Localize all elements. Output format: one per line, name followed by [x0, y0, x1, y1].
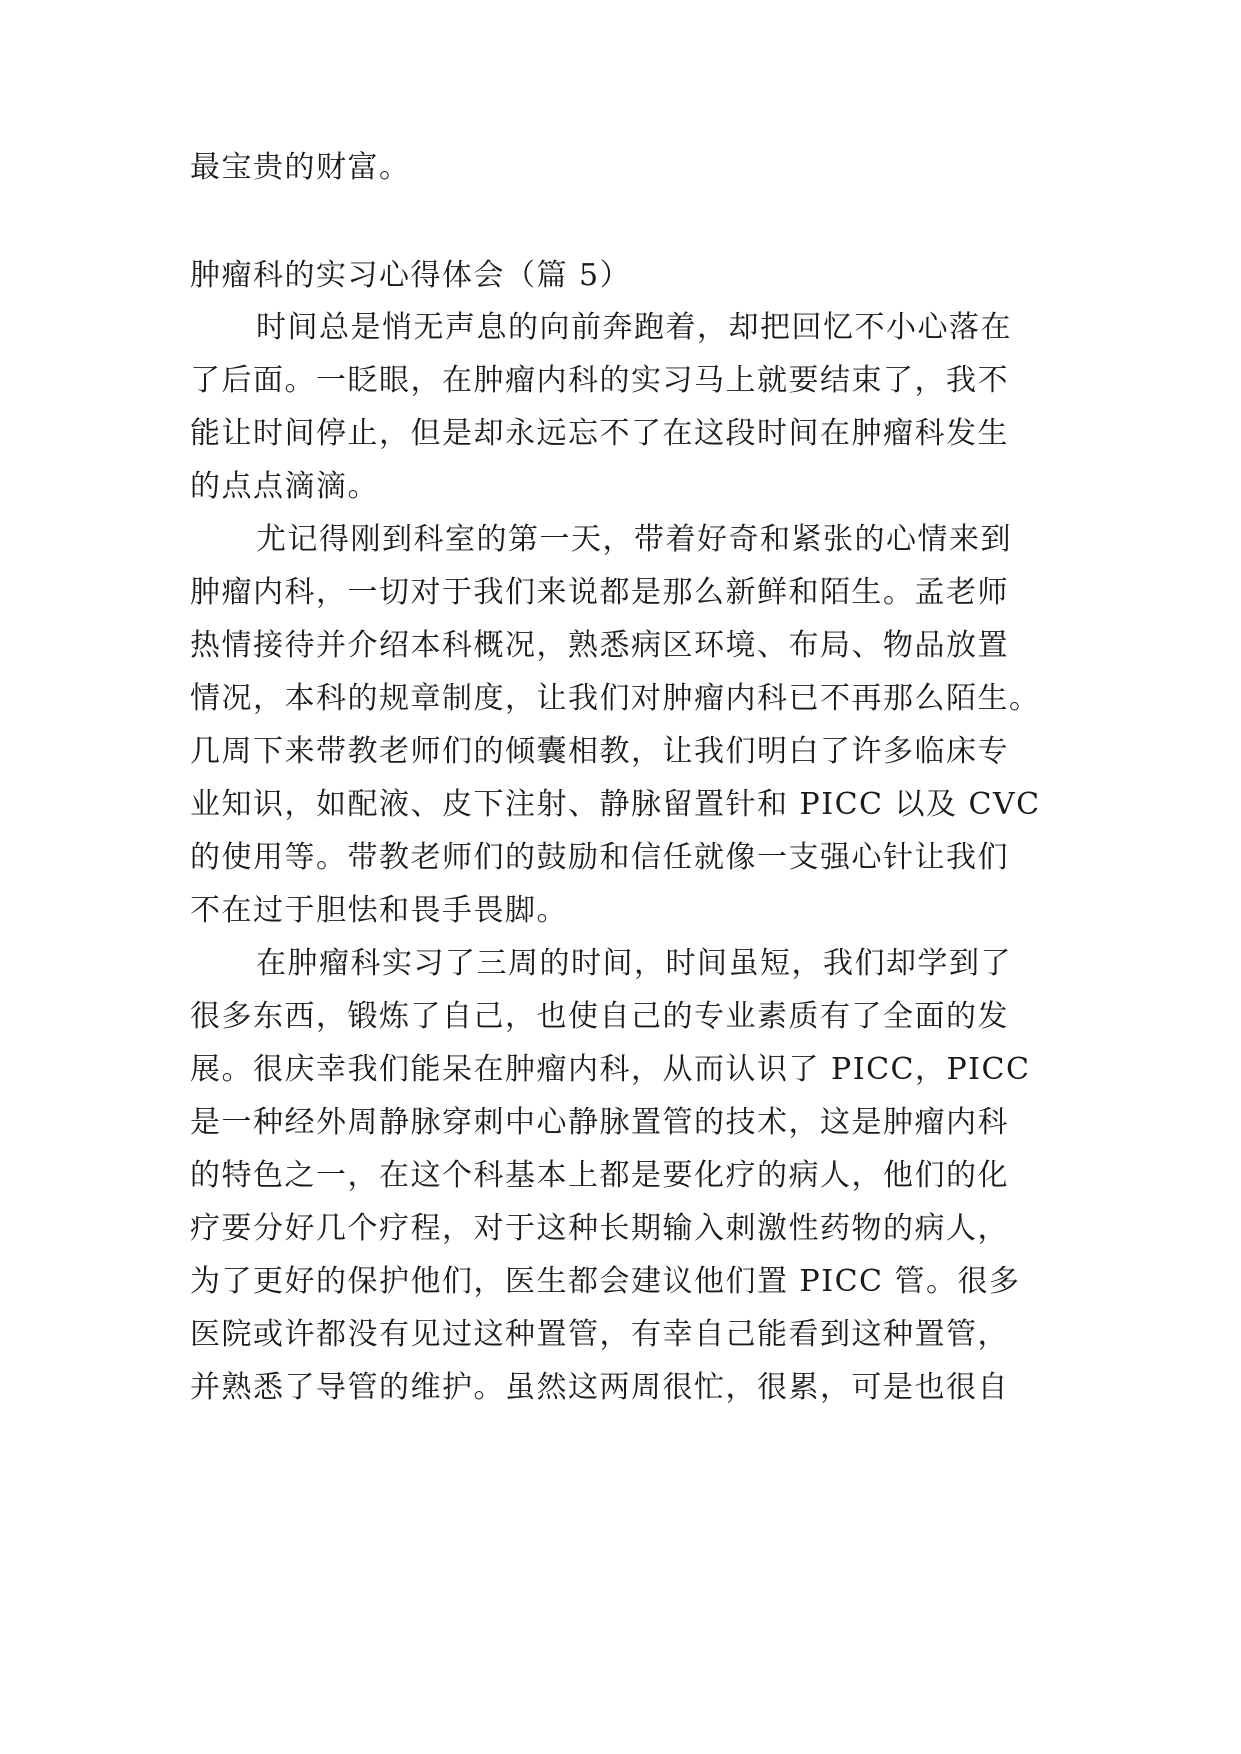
- paragraph-3-line-1: 在肿瘤科实习了三周的时间，时间虽短，我们却学到了: [256, 946, 1012, 981]
- paragraph-2-line-6: 业知识，如配液、皮下注射、静脉留置针和 PICC 以及 CVC: [190, 787, 1041, 822]
- paragraph-2-line-1: 尤记得刚到科室的第一天，带着好奇和紧张的心情来到: [256, 522, 1012, 557]
- paragraph-2-line-7: 的使用等。带教老师们的鼓励和信任就像一支强心针让我们: [190, 840, 1009, 875]
- paragraph-1-line-2: 了后面。一眨眼，在肿瘤内科的实习马上就要结束了，我不: [190, 363, 1009, 398]
- paragraph-1-line-1: 时间总是悄无声息的向前奔跑着，却把回忆不小心落在: [256, 310, 1012, 345]
- paragraph-3-line-3: 展。很庆幸我们能呆在肿瘤内科，从而认识了 PICC，PICC: [190, 1052, 1031, 1087]
- paragraph-2-line-5: 几周下来带教老师们的倾囊相教，让我们明白了许多临床专: [190, 734, 1009, 769]
- paragraph-2-line-2: 肿瘤内科，一切对于我们来说都是那么新鲜和陌生。孟老师: [190, 575, 1009, 610]
- paragraph-3-line-9: 并熟悉了导管的维护。虽然这两周很忙，很累，可是也很自: [190, 1370, 1009, 1405]
- paragraph-3-line-6: 疗要分好几个疗程，对于这种长期输入刺激性药物的病人，: [190, 1211, 1009, 1246]
- paragraph-2-line-3: 热情接待并介绍本科概况，熟悉病区环境、布局、物品放置: [190, 628, 1009, 663]
- continuation-line: 最宝贵的财富。: [190, 150, 411, 185]
- paragraph-1-line-3: 能让时间停止，但是却永远忘不了在这段时间在肿瘤科发生: [190, 416, 1009, 451]
- paragraph-2-line-4: 情况，本科的规章制度，让我们对肿瘤内科已不再那么陌生。: [190, 681, 1041, 716]
- section-title: 肿瘤科的实习心得体会（篇 5）: [190, 258, 632, 293]
- paragraph-1-line-4: 的点点滴滴。: [190, 469, 379, 504]
- paragraph-3-line-2: 很多东西，锻炼了自己，也使自己的专业素质有了全面的发: [190, 999, 1009, 1034]
- paragraph-3-line-5: 的特色之一，在这个科基本上都是要化疗的病人，他们的化: [190, 1158, 1009, 1193]
- paragraph-3-line-4: 是一种经外周静脉穿刺中心静脉置管的技术，这是肿瘤内科: [190, 1105, 1009, 1140]
- paragraph-2-line-8: 不在过于胆怯和畏手畏脚。: [190, 893, 568, 928]
- paragraph-3-line-7: 为了更好的保护他们，医生都会建议他们置 PICC 管。很多: [190, 1264, 1021, 1299]
- paragraph-3-line-8: 医院或许都没有见过这种置管，有幸自己能看到这种置管，: [190, 1317, 1009, 1352]
